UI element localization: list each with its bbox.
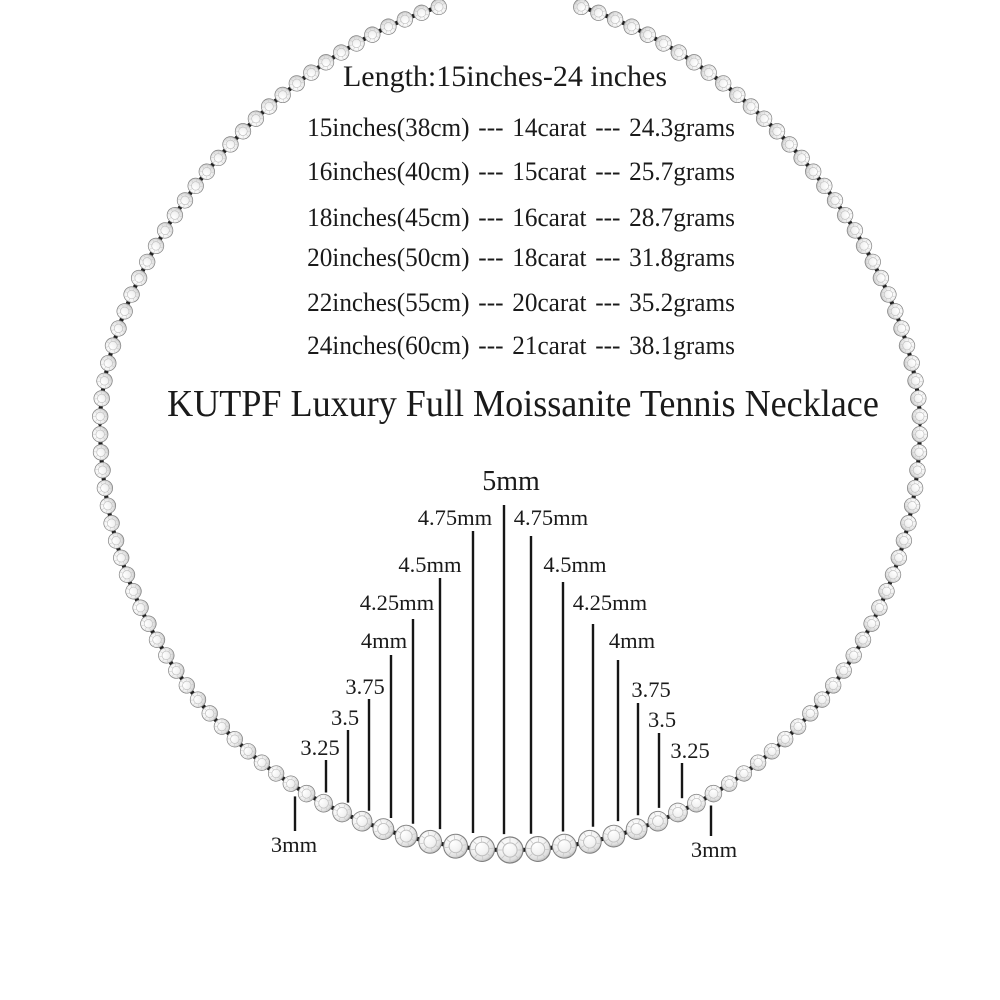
spec-separator: --- <box>595 203 621 232</box>
size-label: 4mm <box>608 628 656 653</box>
size-label: 3.75 <box>345 674 385 699</box>
size-label: 4.75mm <box>417 505 493 530</box>
spec-row <box>307 157 735 187</box>
size-label: 5mm <box>482 466 540 497</box>
spec-row <box>307 243 735 273</box>
spec-length: 15inches(38cm) <box>307 113 470 142</box>
size-annotation-lines <box>295 505 711 836</box>
size-label: 3.5 <box>330 705 360 730</box>
spec-separator: --- <box>478 113 504 142</box>
spec-separator: --- <box>595 157 621 186</box>
spec-length: 24inches(60cm) <box>307 331 470 360</box>
spec-separator: --- <box>478 157 504 186</box>
spec-carat: 14carat <box>512 113 587 142</box>
spec-row <box>307 113 735 143</box>
size-label: 3mm <box>690 837 738 862</box>
spec-weight: 28.7grams <box>629 203 735 232</box>
length-range-text: Length:15inches-24 inches <box>342 60 668 93</box>
size-label: 3.25 <box>300 735 340 760</box>
spec-weight: 31.8grams <box>629 243 735 272</box>
size-label: 3.25 <box>670 738 710 763</box>
spec-length: 18inches(45cm) <box>307 203 470 232</box>
size-label: 4.25mm <box>572 590 648 615</box>
spec-separator: --- <box>478 243 504 272</box>
product-title: KUTPF Luxury Full Moissanite Tennis Necklace <box>167 383 879 425</box>
spec-row <box>307 288 735 318</box>
spec-separator: --- <box>595 243 621 272</box>
spec-row <box>307 203 735 233</box>
spec-carat: 21carat <box>512 331 587 360</box>
spec-row <box>307 331 735 361</box>
spec-weight: 38.1grams <box>629 331 735 360</box>
spec-separator: --- <box>478 288 504 317</box>
spec-carat: 18carat <box>512 243 587 272</box>
spec-length: 20inches(50cm) <box>307 243 470 272</box>
spec-separator: --- <box>595 331 621 360</box>
spec-separator: --- <box>478 331 504 360</box>
spec-separator: --- <box>595 288 621 317</box>
size-label: 4.5mm <box>543 552 607 577</box>
spec-separator: --- <box>595 113 621 142</box>
spec-carat: 20carat <box>512 288 587 317</box>
spec-carat: 16carat <box>512 203 587 232</box>
size-label: 3.5 <box>647 707 677 732</box>
spec-length: 16inches(40cm) <box>307 157 470 186</box>
spec-carat: 15carat <box>512 157 587 186</box>
spec-weight: 35.2grams <box>629 288 735 317</box>
spec-separator: --- <box>478 203 504 232</box>
spec-weight: 25.7grams <box>629 157 735 186</box>
spec-length: 22inches(55cm) <box>307 288 470 317</box>
size-label: 4.75mm <box>513 505 589 530</box>
size-label: 4mm <box>360 628 408 653</box>
size-label: 3mm <box>270 832 318 857</box>
size-label: 3.75 <box>631 677 671 702</box>
size-label: 4.25mm <box>359 590 435 615</box>
size-label: 4.5mm <box>398 552 462 577</box>
spec-weight: 24.3grams <box>629 113 735 142</box>
